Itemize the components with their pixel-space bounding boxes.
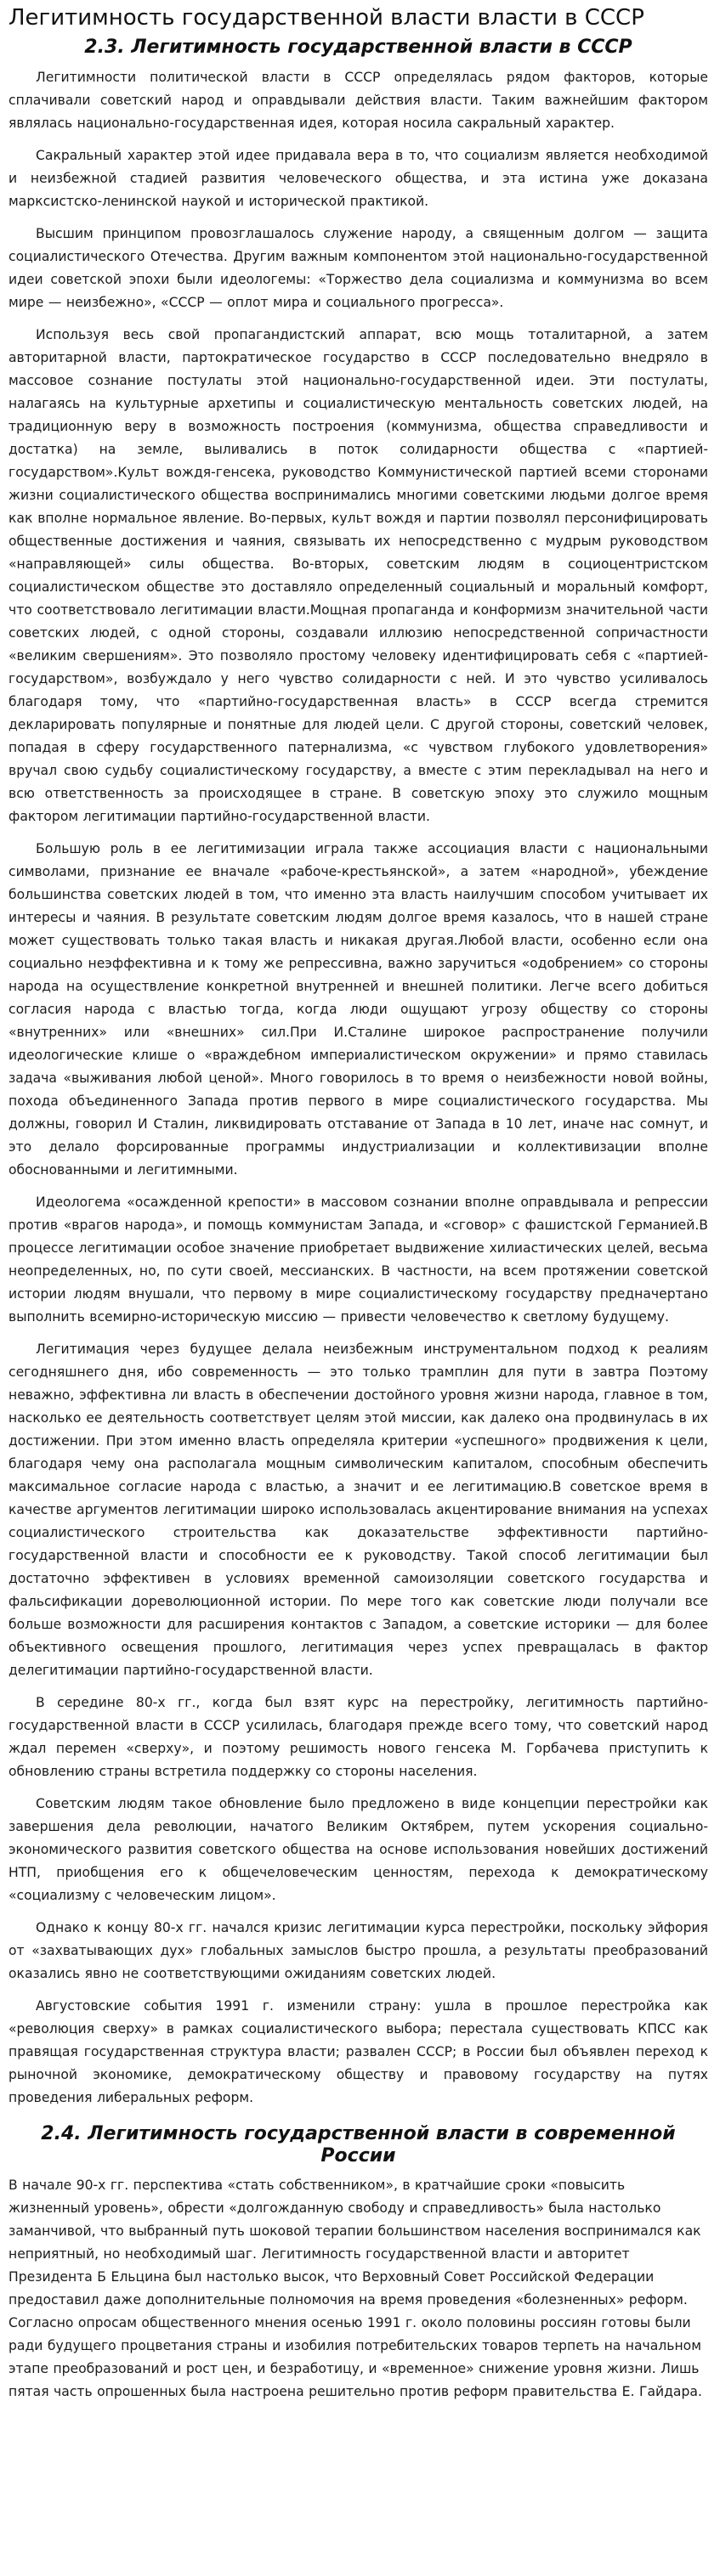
paragraph: Большую роль в ее легитимизации играла также ассоциация власти с национальными символами, признание ее вначале «рабоче-крестьянской», а затем «народной», убеждение большинства советских людей в том, что именно эта власть наилучшим способом учитывает их интересы и чаяния. В результате советским людям долгое время казалось, что в нашей стране может существовать только такая власть и никакая другая.Любой власти, особенно если она социально неэффективна и к тому же репрессивна, важно заручиться «одобрением» со стороны народа на осуществление конкретной внутренней и внешней политики. Легче всего добиться согласия народа с властью тогда, когда люди ощущают угрозу обществу со стороны «внутренних» или «внешних» сил.При И.Сталине широкое распространение получили идеологические клише о «враждебном империалистическом окружении» и прямо ставилась задача «выживания любой ценой». Много говорилось в то время о неизбежности новой войны, похода объединенного Запада против первого в мире социалистического государства. Мы должны, говорил И Сталин, ликвидировать отставание от Запада в 10 лет, иначе нас сомнут, и это делало форсированные программы индустриализации и коллективизации вполне обоснованными и легитимными. [9,840,708,1178]
paragraph: В середине 80-х гг., когда был взят курс на перестройку, легитимность партийно-государственной власти в СССР усилилась, благодаря прежде всего тому, что советский народ ждал перемен «сверху», и поэтому решимость нового генсека М. Горбачева приступить к обновлению страны встретила поддержку со стороны населения. [9,1694,708,1779]
section-heading-2-3: 2.3. Легитимность государственной власти в СССР [84,37,632,59]
paragraph: Легитимация через будущее делала неизбежным инструментальном подход к реалиям сегодняшнего дня, ибо современность — это только трамплин для пути в завтра Поэтому неважно, эффективна ли власть в обеспечении достойного уровня жизни народа, главное в том, насколько ее деятельность соответствует целям этой миссии, как далеко она продвинулась в их достижении. При этом именно власть определяла критерии «успешного» продвижения к цели, благодаря чему она располагала мощным символическим капиталом, способным обеспечить максимальное согласие народа с властью, а значит и ее легитимацию.В советское время в качестве аргументов легитимации широко использовалась акцентирование внимания на успехах социалистического строительства как доказательстве эффективности партийно-государственной власти и способности ее к руководству. Такой способ легитимации был достаточно эффективен в условиях временной самоизоляции советского государства и фальсификации дореволюционной истории. По мере того как советские люди получали все больше возможности для расширения контактов с Западом, а советские историки — для более объективного освещения прошлого, легитимация через успех превращалась в фактор делегитимации партийно-государственной власти. [9,1341,708,1678]
paragraph: Советским людям такое обновление было предложено в виде концепции перестройки как завершения дела революции, начатого Великим Октябрем, путем ускорения социально-экономического развития советского общества на основе использования новейших достижений НТП, приобщения его к общечеловеческим ценностям, перехода к демократическому «социализму с человеческим лицом». [9,1795,708,1903]
paragraph: Легитимности политической власти в СССР определялась рядом факторов, которые сплачивали советский народ и оправдывали действия власти. Таким важнейшим фактором являлась национально-государственная идея, которая носила сакральный характер. [9,69,708,131]
paragraph: Августовские события 1991 г. изменили страну: ушла в прошлое перестройка как «революция сверху» в рамках социалистического выбора; перестала существовать КПСС как правящая государственная структура власти; развален СССР; в России был объявлен переход к рыночной экономике, демократическому обществу и правовому государству на путях проведения либеральных реформ. [9,1997,708,2105]
paragraph: Используя весь свой пропагандистский аппарат, всю мощь тоталитарной, а затем авторитарной власти, партократическое государство в СССР последовательно внедряло в массовое сознание постулаты этой национально-государственной идеи. Эти постулаты, налагаясь на культурные архетипы и социалистическую ментальность советских людей, на традиционную веру в возможность построения (коммунизма, общества справедливости и достатка) на земле, выливались в поток солидарности общества с «партией-государством».Культ вождя-генсека, руководство Коммунистической партией всеми сторонами жизни социалистического общества воспринимались многими советскими людьми долгое время как вполне нормальное явление. Во-первых, культ вождя и партии позволял персонифицировать общественные достижения и чаяния, связывать их непосредственно с мудрым руководством «направляющей» силы общества. Во-вторых, советским людям в социоцентристском социалистическом обществе это доставляло определенный социальный и моральный комфорт, что соответствовало легитимации власти.Мощная пропаганда и конформизм значительной части советских людей, с одной стороны, создавали иллюзию непосредственной сопричастности «великим свершениям». Это позволяло простому человеку идентифицировать себя с «партией-государством», возбуждало у него чувство солидарности с ней. И это чувство усиливалось благодаря тому, что «партийно-государственная власть» в СССР всегда стремится декларировать популярные и понятные для людей цели. С другой стороны, советский человек, попадая в сферу государственного патернализма, «с чувством глубокого удовлетворения» вручал свою судьбу социалистическому государству, а вместе с этим перекладывал на него и всю ответственность за происходящее в стране. В советскую эпоху это служило мощным фактором легитимации партийно-государственной власти. [9,326,708,824]
section-2-4 [9,2123,708,2404]
section-2-3 [9,37,708,2109]
paragraph: Идеологема «осажденной крепости» в массовом сознании вполне оправдывала и репрессии против «врагов народа», и помощь коммунистам Запада, и «сговор» с фашистской Германией.В процессе легитимации особое значение приобретает выдвижение хилиастических целей, весьма неопределенных, но, по сути своей, мессианских. В частности, на всем протяжении советской истории людям внушали, что первому в мире социалистическому государству предначертано выполнить всемирно-историческую миссию — привести человечество к светлому будущему. [9,1194,708,1325]
paragraph: Высшим принципом провозглашалось служение народу, а священным долгом — защита социалистического Отечества. Другим важным компонентом этой национально-государственной идеи советской эпохи были идеологемы: «Торжество дела социализма и коммунизма во всем мире — неизбежно», «СССР — оплот мира и социального прогресса». [9,225,708,310]
section-heading-2-4: 2.4. Легитимность государственной власти в современной России [41,2122,676,2166]
paragraph: Сакральный характер этой идее придавала вера в то, что социализм является необходимой и неизбежной стадией развития человеческого общества, и эта истина уже доказана марксистско-ленинской наукой и исторической практикой. [9,147,708,209]
document-title: Легитимность государственной власти власти в СССР [9,5,644,31]
paragraph: Однако к концу 80-х гг. начался кризис легитимации курса перестройки, поскольку эйфория от «захватывающих дух» глобальных замыслов быстро прошла, а результаты преобразований оказались явно не соответствующими ожиданиям советских людей. [9,1919,708,1981]
paragraph: В начале 90-х гг. перспектива «стать собственником», в кратчайшие сроки «повысить жизненный уровень», обрести «долгожданную свободу и справедливость» была настолько заманчивой, что выбранный путь шоковой терапии большинством населения воспринимался как неприятный, но необходимый шаг. Легитимность государственной власти и авторитет Президента Б Ельцина был настолько высок, что Верховный Совет Российской Федерации предоставил даже дополнительные полномочия на время проведения «болезненных» реформ. Согласно опросам общественного мнения осенью 1991 г. около половины россиян готовы были ради будущего процветания страны и изобилия потребительских товаров терпеть на начальном этапе преобразований и рост цен, и безработицу, и «временное» снижение уровня жизни. Лишь пятая часть опрошенных была настроена решительно против реформ правительства Е. Гайдара. [9,2178,702,2400]
